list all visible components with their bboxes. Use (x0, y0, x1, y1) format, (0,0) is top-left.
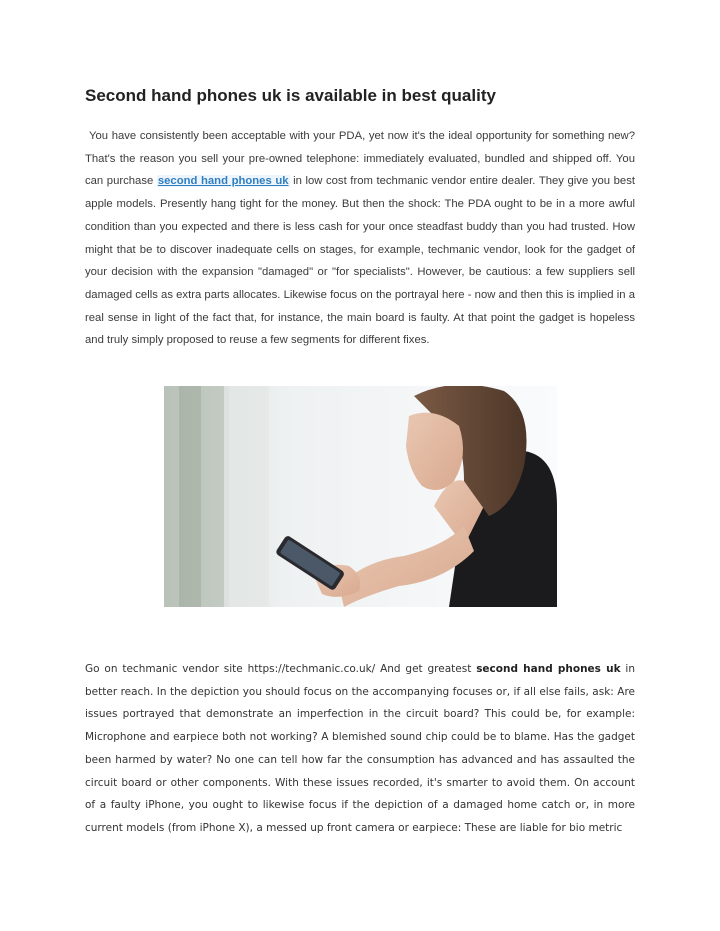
intro-paragraph (85, 125, 635, 352)
second-hand-phones-bold: second hand phones uk (476, 663, 621, 675)
intro-text-start: You have consistently been acceptable with your PDA, yet now it's the ideal opportunity for something new? That's the reason you sell your pre-owned telephone: immediately evaluated, bundled and shipped off. You can purchase (85, 130, 635, 188)
body-paragraph (85, 658, 635, 840)
second-hand-phones-link[interactable]: second hand phones uk (157, 175, 289, 188)
article-title: Second hand phones uk is available in best quality (85, 86, 496, 105)
woman-with-phone-photo (164, 386, 557, 607)
body-text-end: in better reach. In the depiction you should focus on the accompanying focuses or, if all else fails, ask: Are issues portrayed that demonstrate an imperfection in the circuit board? This could be, for example: Microphone and earpiece both not working? A blemished sound chip could be to blame. Has the gadget been harmed by water? No one can tell how far the consumption has advanced and has assaulted the circuit board or other components. With these issues recorded, it's smarter to avoid them. On account of a faulty iPhone, you ought to likewise focus if the depiction of a damaged home catch or, in more current models (from iPhone X), a messed up front camera or earpiece: These are liable for bio metric (85, 663, 635, 834)
intro-text-end: in low cost from techmanic vendor entire dealer. They give you best apple models. Presently hang tight for the money. But then the shock: The PDA ought to be in a more awful condition than you expected and there is less cash for your once steadfast buddy than you had trusted. How might that be to discover inadequate cells on stages, for example, techmanic vendor, look for the gadget of your decision with the expansion "damaged" or "for specialists". However, be cautious: a few suppliers sell damaged cells as extra parts allocates. Likewise focus on the portrayal here - now and then this is implied in a real sense in light of the fact that, for instance, the main board is faulty. At that point the gadget is hopeless and truly simply proposed to reuse a few segments for different fixes. (85, 175, 635, 347)
photo-illustration (164, 386, 557, 607)
body-text-start: Go on techmanic vendor site https://techmanic.co.uk/ And get greatest (85, 663, 477, 675)
